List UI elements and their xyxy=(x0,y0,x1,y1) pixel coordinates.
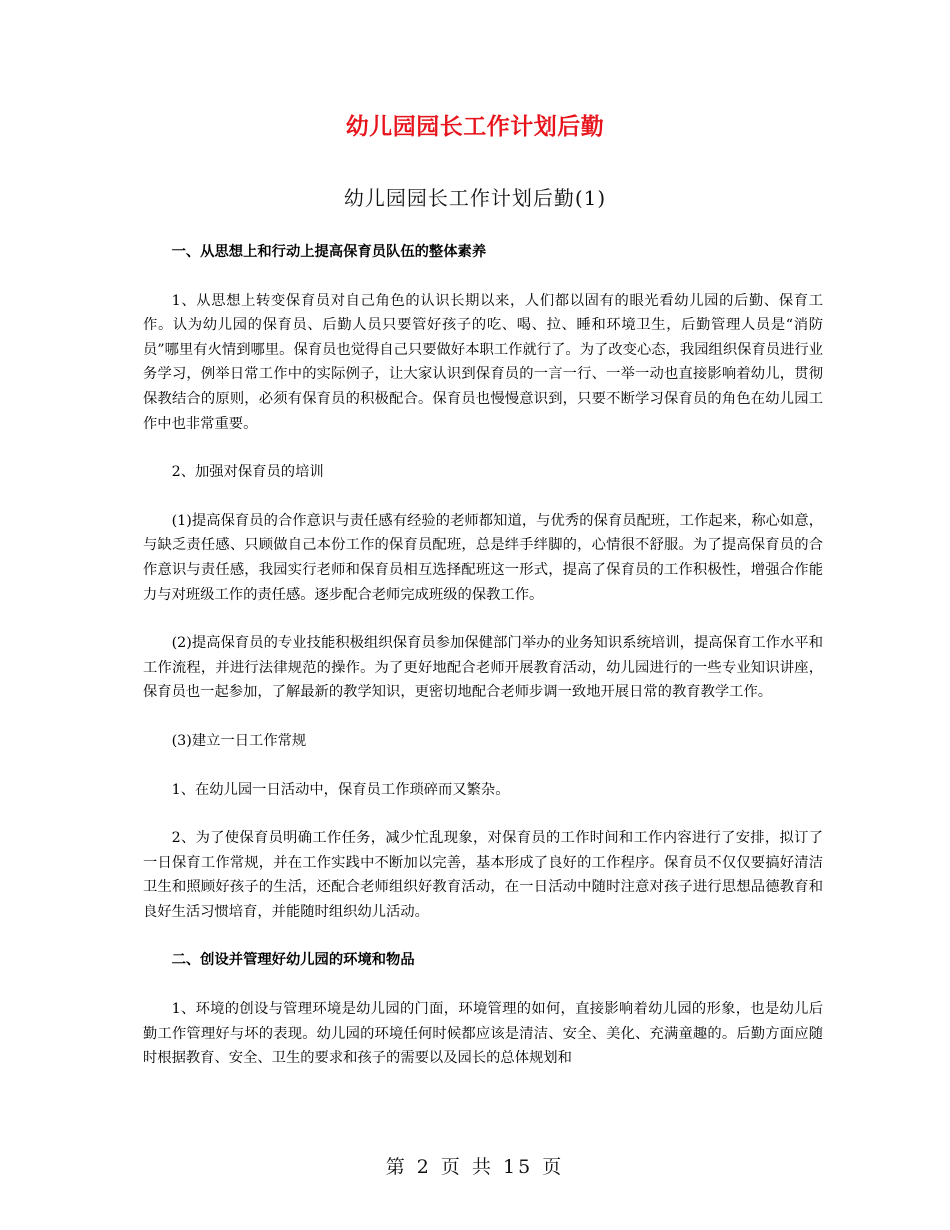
section-heading-2: 二、创设并管理好幼儿园的环境和物品 xyxy=(171,952,415,969)
paragraph-6: 1、在幼儿园一日活动中，保育员工作琐碎而又繁杂。 xyxy=(171,781,510,798)
paragraph-8: 1、环境的创设与管理环境是幼儿园的门面，环境管理的如何，直接影响着幼儿园的形象，也是幼儿后勤工作管理好与坏的表现。幼儿园的环境任何时候都应该是清洁、安全、美化、充满童趣的。后勤方面应随时根据教育、安全、卫生的要求和孩子的需要以及园长的总体规划和 xyxy=(143,1001,823,1067)
section-heading-1: 一、从思想上和行动上提高保育员队伍的整体素养 xyxy=(171,244,487,260)
paragraph-2: 2、加强对保育员的培训 xyxy=(171,464,324,481)
document-subtitle: 幼儿园园长工作计划后勤(1) xyxy=(343,186,607,210)
paragraph-3: (1)提高保育员的合作意识与责任感有经验的老师都知道，与优秀的保育员配班，工作起来，称心如意，与缺乏责任感、只顾做自己本份工作的保育员配班，总是绊手绊脚的，心情很不舒服。为了提高保育员的合作意识与责任感，我园实行老师和保育员相互选择配班这一形式，提高了保育员的工作积极性，增强合作能力与对班级工作的责任感。逐步配合老师完成班级的保教工作。 xyxy=(143,512,823,603)
paragraph-4: (2)提高保育员的专业技能积极组织保育员参加保健部门举办的业务知识系统培训，提高保育工作水平和工作流程，并进行法律规范的操作。为了更好地配合老师开展教育活动，幼儿园进行的一些专业知识讲座，保育员也一起参加，了解最新的教学知识，更密切地配合老师步调一致地开展日常的教育教学工作。 xyxy=(143,635,823,701)
paragraph-1: 1、从思想上转变保育员对自己角色的认识长期以来，人们都以固有的眼光看幼儿园的后勤、保育工作。认为幼儿园的保育员、后勤人员只要管好孩子的吃、喝、拉、睡和环境卫生，后勤管理人员是“消防员”哪里有火情到哪里。保育员也觉得自己只要做好本职工作就行了。为了改变心态，我园组织保育员进行业务学习，例举日常工作中的实际例子，让大家认识到保育员的一言一行、一举一动也直接影响着幼儿，贯彻保教结合的原则，必须有保育员的积极配合。保育员也慢慢意识到，只要不断学习保育员的角色在幼儿园工作中也非常重要。 xyxy=(143,292,823,432)
paragraph-7: 2、为了使保育员明确工作任务，减少忙乱现象，对保育员的工作时间和工作内容进行了安排，拟订了一日保育工作常规，并在工作实践中不断加以完善，基本形成了良好的工作程序。保育员不仅仅要搞好清洁卫生和照顾好孩子的生活，还配合老师组织好教育活动，在一日活动中随时注意对孩子进行思想品德教育和良好生活习惯培育，并能随时组织幼儿活动。 xyxy=(143,830,823,920)
document-title: 幼儿园园长工作计划后勤 xyxy=(345,114,605,140)
paragraph-5: (3)建立一日工作常规 xyxy=(171,732,307,749)
document-body xyxy=(143,240,823,1071)
page-footer: 第 2 页 共 15 页 xyxy=(385,1156,565,1178)
